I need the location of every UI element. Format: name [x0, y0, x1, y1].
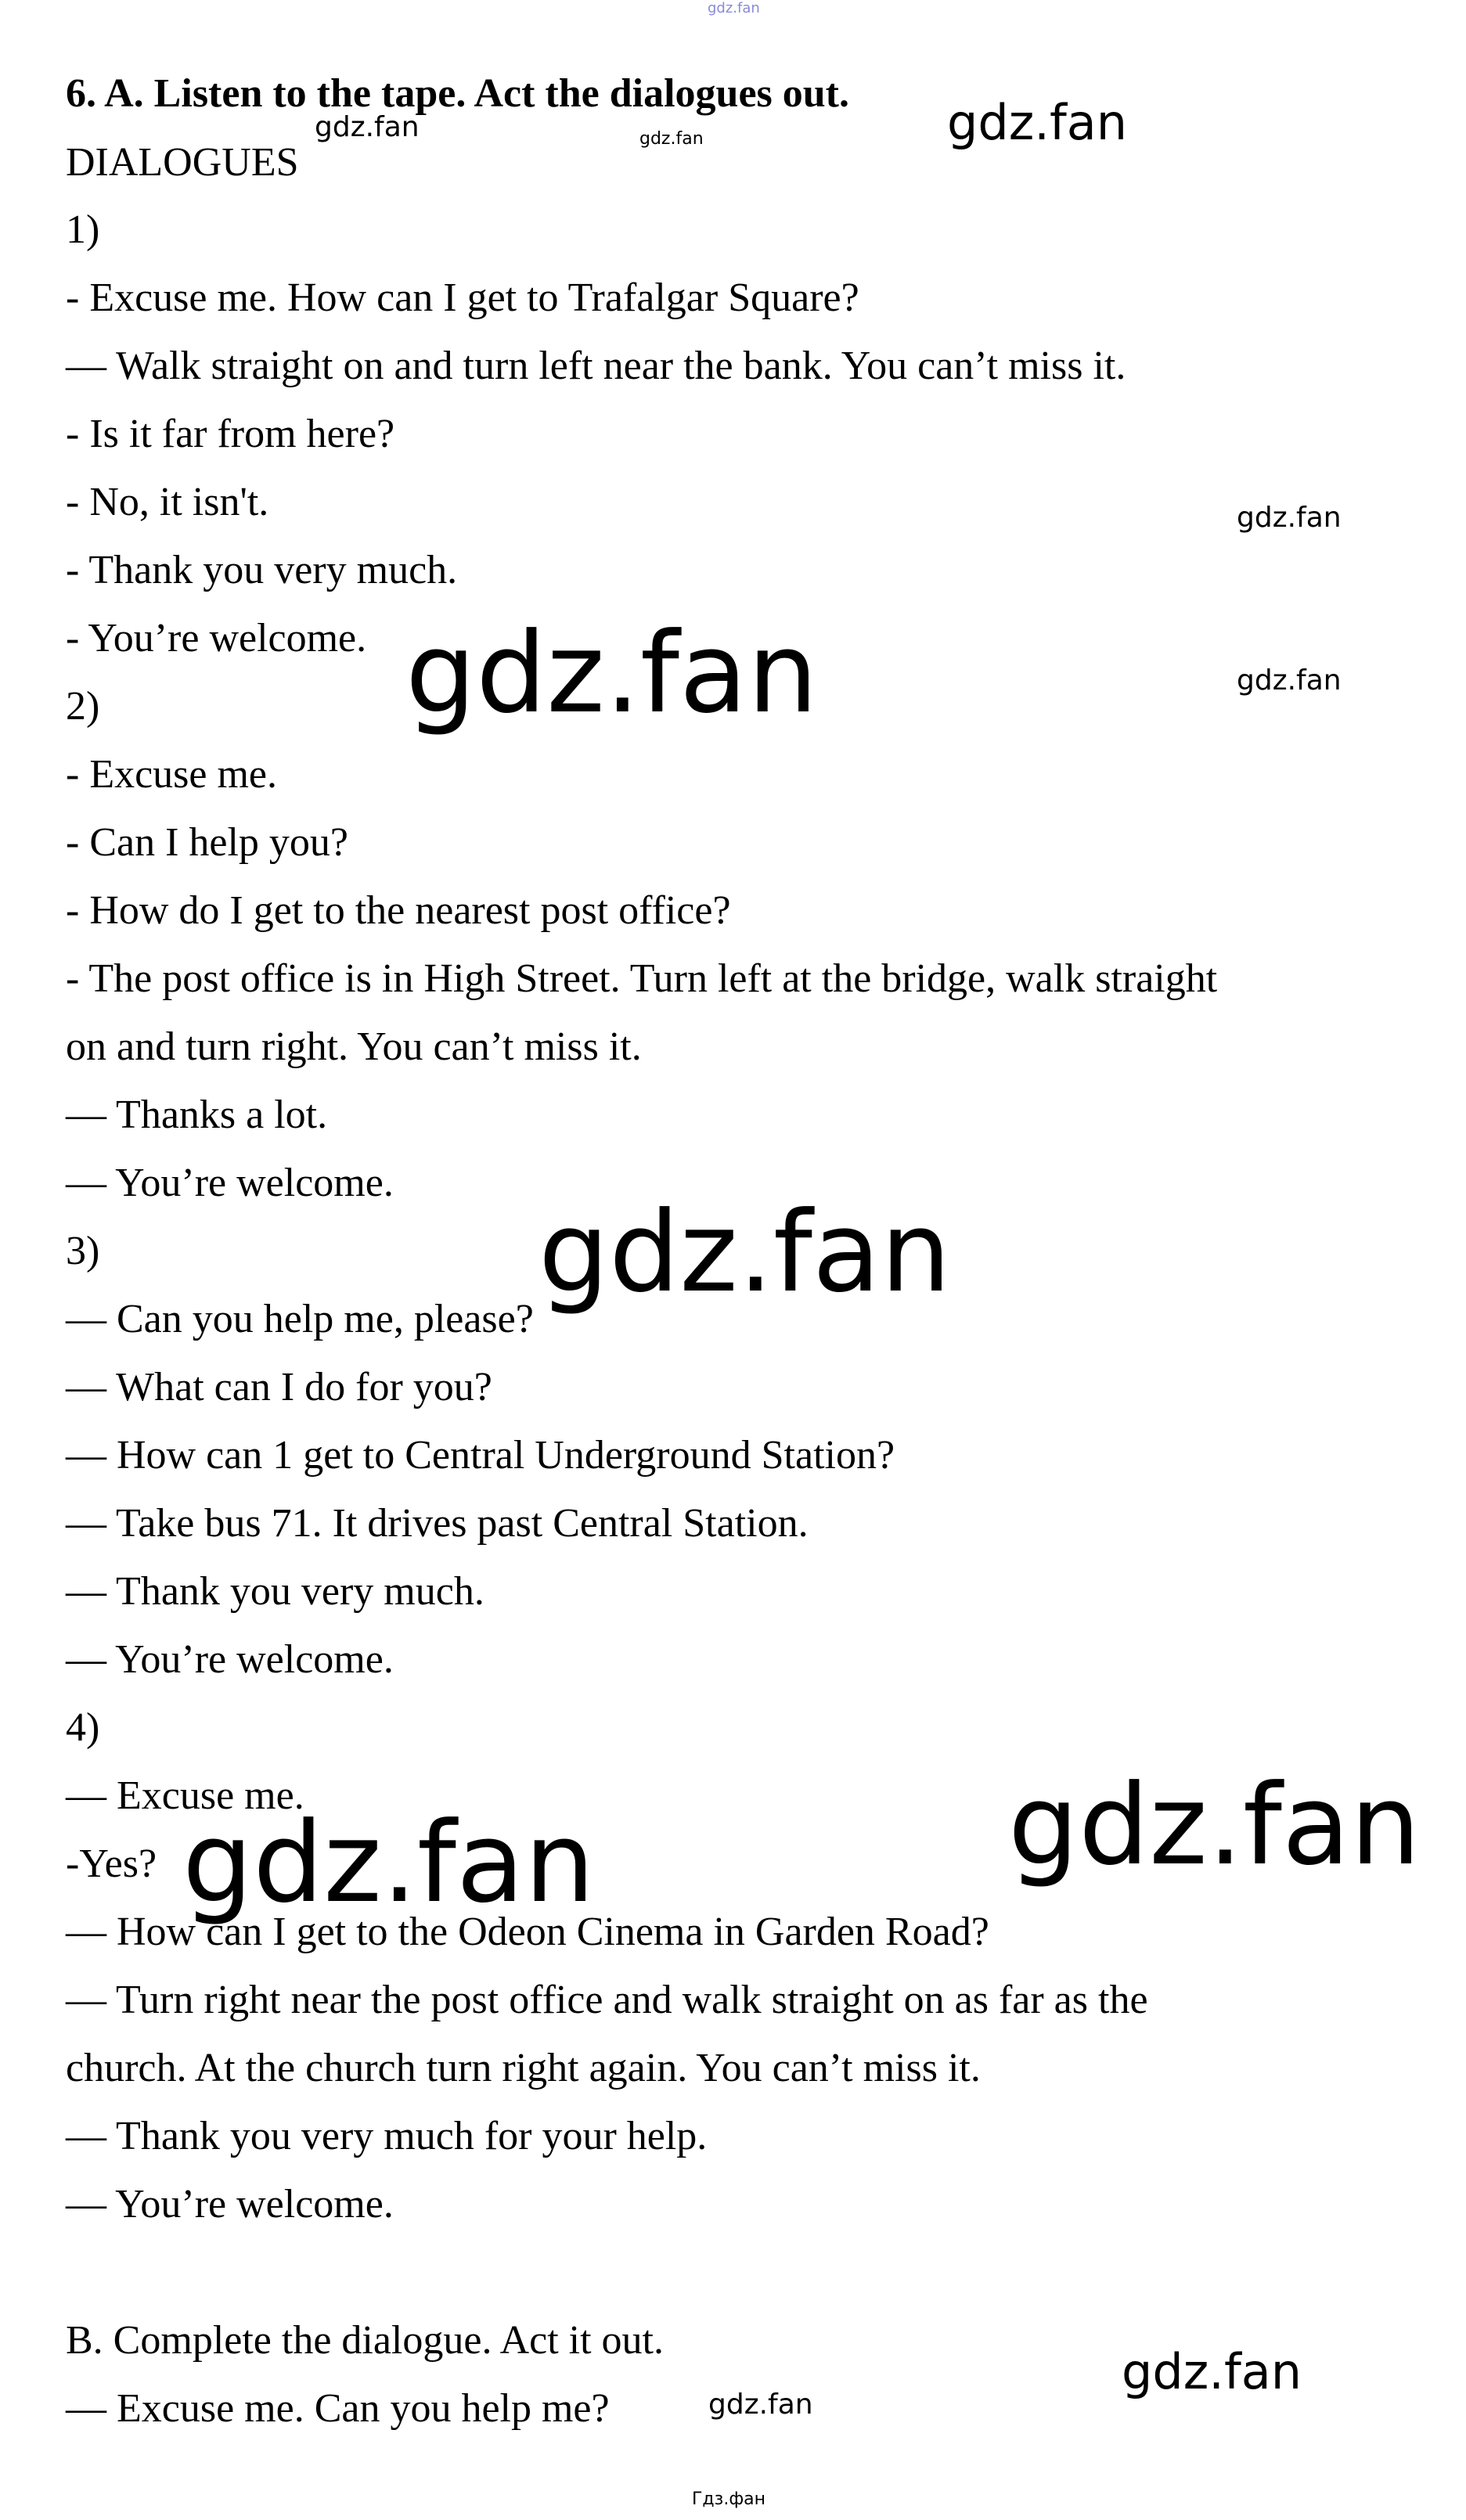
dialogue-line: church. At the church turn right again. You can’t miss it. [66, 2046, 981, 2090]
watermark: gdz.fan [538, 1188, 951, 1317]
dialogue-number-3: 3) [66, 1229, 100, 1273]
dialogue-number-2: 2) [66, 684, 100, 729]
watermark: gdz.fan [405, 609, 818, 738]
watermark: gdz.fan [947, 94, 1128, 151]
dialogue-line: — Take bus 71. It drives past Central Station. [66, 1501, 809, 1546]
dialogue-line: — You’re welcome. [66, 2182, 394, 2227]
dialogue-line: — How can 1 get to Central Underground Station? [66, 1433, 895, 1478]
dialogue-line: - Excuse me. [66, 752, 278, 797]
dialogue-line: - The post office is in High Street. Turn left at the bridge, walk straight [66, 956, 1218, 1001]
watermark: gdz.fan [315, 111, 420, 143]
dialogue-line: — Turn right near the post office and walk straight on as far as the [66, 1978, 1148, 2022]
dialogue-line: — How can I get to the Odeon Cinema in Garden Road? [66, 1910, 989, 1954]
dialogue-line: -Yes? [66, 1841, 157, 1886]
dialogue-line: — Can you help me, please? [66, 1297, 534, 1341]
dialogue-line: on and turn right. You can’t miss it. [66, 1024, 642, 1069]
dialogue-line: - How do I get to the nearest post office? [66, 888, 731, 933]
dialogue-line: — You’re welcome. [66, 1637, 394, 1682]
watermark: gdz.fan [639, 129, 704, 149]
dialogue-line: — Excuse me. [66, 1773, 304, 1818]
dialogue-line: - You’re welcome. [66, 616, 367, 661]
dialogue-line: - Can I help you? [66, 820, 349, 865]
dialogue-line: — Walk straight on and turn left near the bank. You can’t miss it. [66, 344, 1126, 388]
watermark: gdz.fan [708, 2389, 813, 2421]
watermark: gdz.fan [1237, 502, 1342, 534]
section-title: DIALOGUES [66, 140, 299, 185]
watermark: gdz.fan [1008, 1761, 1421, 1890]
dialogue-line: — Thanks a lot. [66, 1093, 328, 1137]
dialogue-number-4: 4) [66, 1705, 100, 1750]
watermark: gdz.fan [1122, 2343, 1302, 2400]
exercise-heading: 6. A. Listen to the tape. Act the dialogues out. [66, 71, 849, 116]
dialogue-line: - Is it far from here? [66, 412, 395, 456]
dialogue-line: - Thank you very much. [66, 548, 458, 592]
dialogue-line: — Thank you very much for your help. [66, 2114, 708, 2158]
watermark-footer: Гдз.фан [692, 2489, 765, 2509]
exercise-b-heading: B. Complete the dialogue. Act it out. [66, 2318, 665, 2363]
dialogue-line: — Thank you very much. [66, 1569, 484, 1614]
watermark: gdz.fan [182, 1798, 595, 1928]
dialogue-number-1: 1) [66, 207, 100, 252]
dialogue-line: — You’re welcome. [66, 1161, 394, 1205]
dialogue-line: - No, it isn't. [66, 480, 269, 524]
dialogue-line: — Excuse me. Can you help me? [66, 2386, 610, 2431]
dialogue-line: - Excuse me. How can I get to Trafalgar Square? [66, 275, 859, 320]
dialogue-line: — What can I do for you? [66, 1365, 492, 1409]
watermark: gdz.fan [1237, 664, 1342, 697]
watermark-top: gdz.fan [708, 0, 760, 16]
